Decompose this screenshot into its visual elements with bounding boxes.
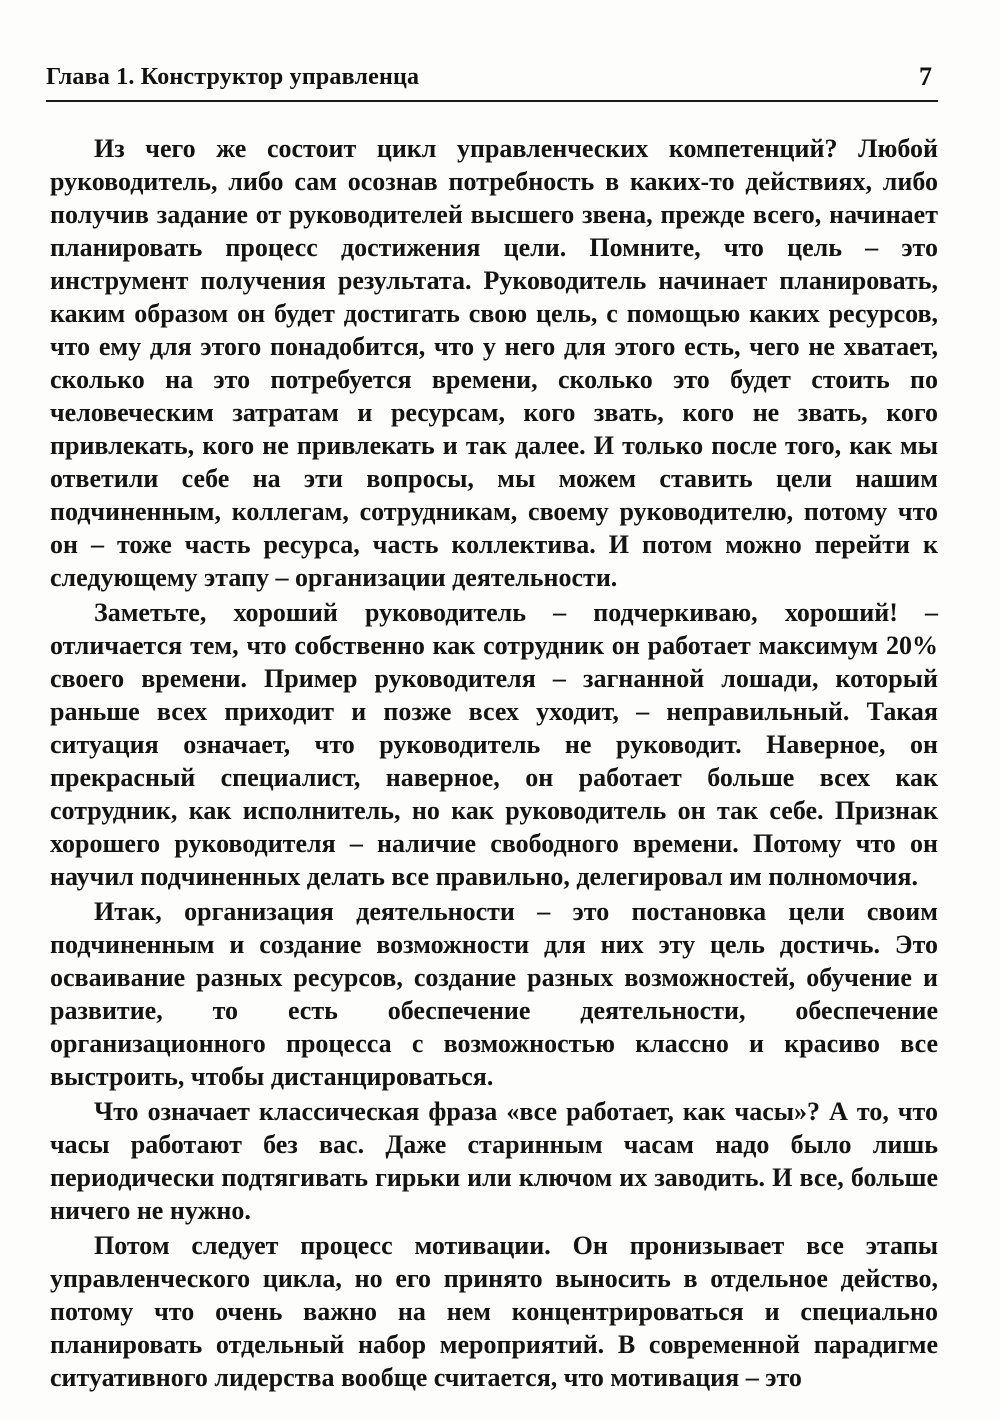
paragraph: Потом следует процесс мотивации. Он пронизывает все этапы управленческого цикла, но его принято выносить в отдельное действо, потому что очень важно на нем концентрироваться и специально планировать отдельный набор мероприятий. В современной парадигме ситуативного лидерства вообще считается, что мотивация – это bbox=[50, 1231, 938, 1392]
page-number: 7 bbox=[919, 62, 932, 91]
paragraph: Заметьте, хороший руководитель – подчеркиваю, хороший! – отличается тем, что собственно как сотрудник он работает максимум 20% своего времени. Пример руководителя – загнанной лошади, который раньше всех приходит и позже всех уходит, – неправильный. Такая ситуация означает, что руководитель не руководит. Наверное, он прекрасный специалист, наверное, он работает больше всех как сотрудник, как исполнитель, но как руководитель он так себе. Признак хорошего руководителя – наличие свободного времени. Потому что он научил подчиненных делать все правильно, делегировал им полномочия. bbox=[50, 598, 938, 891]
running-title: Глава 1. Конструктор управленца bbox=[46, 64, 420, 90]
paragraph: Из чего же состоит цикл управленческих компетенций? Любой руководитель, либо сам осознав потребность в каких-то действиях, либо получив задание от руководителей высшего звена, прежде всего, начинает планировать процесс достижения цели. Помните, что цель – это инструмент получения результата. Руководитель начинает планировать, каким образом он будет достигать свою цель, с помощью каких ресурсов, что ему для этого понадобится, что у него для этого есть, чего не хватает, сколько на это потребуется времени, сколько это будет стоить по человеческим затратам и ресурсам, кого звать, кого не звать, кого привлекать, кого не привлекать и так далее. И только после того, как мы ответили себе на эти вопросы, мы можем ставить цели нашим подчиненным, коллегам, сотрудникам, своему руководителю, потому что он – тоже часть ресурса, часть коллектива. И потом можно перейти к следующему этапу – организации деятельности. bbox=[50, 134, 938, 592]
paragraph: Что означает классическая фраза «все работает, как часы»? А то, что часы работают без вас. Даже старинным часам надо было лишь периодически подтягивать гирьки или ключом их заводить. И все, больше ничего не нужно. bbox=[50, 1097, 938, 1225]
page-header bbox=[46, 60, 938, 102]
body-text bbox=[50, 132, 938, 1396]
paragraph: Итак, организация деятельности – это постановка цели своим подчиненным и создание возможности для них эту цель достичь. Это осваивание разных ресурсов, создание разных возможностей, обучение и развитие, то есть обеспечение деятельности, обеспечение организационного процесса с возможностью классно и красиво все выстроить, чтобы дистанцироваться. bbox=[50, 897, 938, 1091]
